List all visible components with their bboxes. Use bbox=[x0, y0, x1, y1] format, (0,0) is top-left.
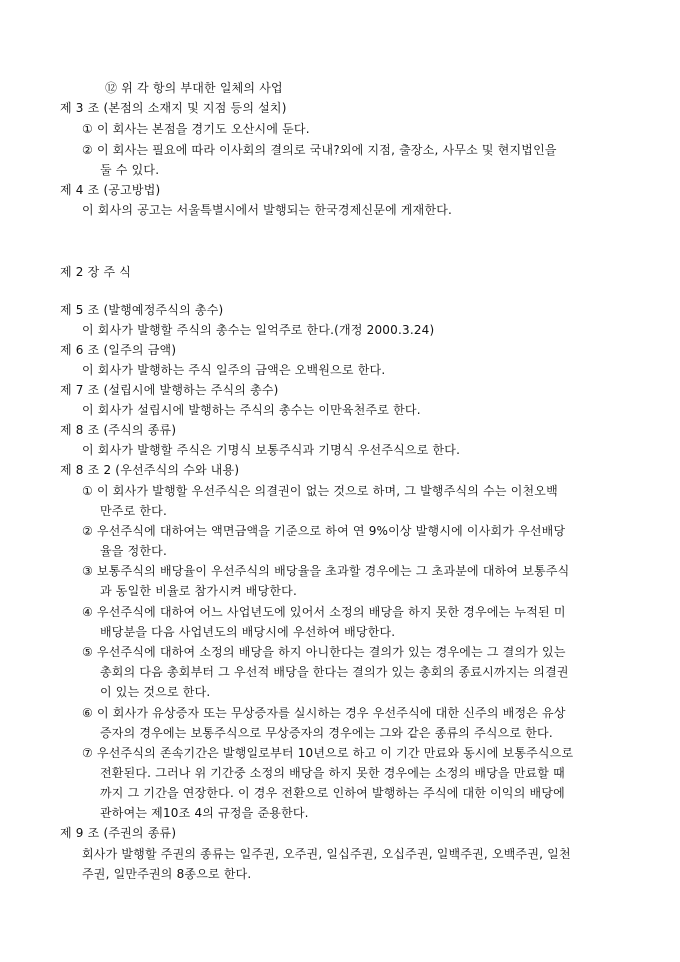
article-8-2-item-7: ⑦ 우선주식의 존속기간은 발행일로부터 10년으로 하고 이 기간 만료와 동시에 보통주식으로 bbox=[82, 746, 574, 760]
article-8-2-item-4: ④ 우선주식에 대하여 어느 사업년도에 있어서 소정의 배당을 하지 못한 경우에는 누적된 미 bbox=[82, 605, 566, 619]
article-8-2-item-2-cont: 율을 정한다. bbox=[100, 544, 167, 558]
article-8-2-item-3-cont: 과 동일한 비율로 참가시켜 배당한다. bbox=[100, 584, 297, 598]
article-6-title: 제 6 조 (일주의 금액) bbox=[60, 343, 177, 357]
article-7-body: 이 회사가 설립시에 발행하는 주식의 총수는 이만육천주로 한다. bbox=[82, 403, 421, 417]
article-6-body: 이 회사가 발행하는 주식 일주의 금액은 오백원으로 한다. bbox=[82, 363, 386, 377]
article-8-2-item-6: ⑥ 이 회사가 유상증자 또는 무상증자를 실시하는 경우 우선주식에 대한 신주의 배정은 유상 bbox=[82, 706, 566, 720]
article-8-2-item-5-cont: 총회의 다음 총회부터 그 우선적 배당을 한다는 결의가 있는 총회의 종료시까지는 의결권 bbox=[100, 665, 569, 679]
article-4-title: 제 4 조 (공고방법) bbox=[60, 183, 161, 197]
article-8-2-item-7-cont-2: 까지 그 기간을 연장한다. 이 경우 전환으로 인하여 발행하는 주식에 대한 이익의 배당에 bbox=[100, 786, 565, 800]
article-8-2-title: 제 8 조 2 (우선주식의 수와 내용) bbox=[60, 463, 240, 477]
article-8-2-item-5: ⑤ 우선주식에 대하여 소정의 배당을 하지 아니한다는 결의가 있는 경우에는 그 결의가 있는 bbox=[82, 645, 566, 659]
article-8-2-item-1-cont: 만주로 한다. bbox=[100, 504, 167, 518]
item-12: ⑫ 위 각 항의 부대한 일체의 사업 bbox=[105, 81, 283, 95]
article-3-title: 제 3 조 (본점의 소재지 및 지점 등의 설치) bbox=[60, 101, 287, 115]
article-8-2-item-6-cont: 증자의 경우에는 보통주식으로 무상증자의 경우에는 그와 같은 종류의 주식으로 한다. bbox=[100, 726, 553, 740]
article-4-body: 이 회사의 공고는 서울특별시에서 발행되는 한국경제신문에 게재한다. bbox=[82, 203, 453, 217]
article-9-title: 제 9 조 (주권의 종류) bbox=[60, 826, 177, 840]
article-8-2-item-2: ② 우선주식에 대하여는 액면금액을 기준으로 하여 연 9%이상 발행시에 이사회가 우선배당 bbox=[82, 524, 566, 538]
article-7-title: 제 7 조 (설립시에 발행하는 주식의 총수) bbox=[60, 383, 279, 397]
article-3-item-2-cont: 둘 수 있다. bbox=[100, 163, 160, 177]
article-8-2-item-3: ③ 보통주식의 배당율이 우선주식의 배당율을 초과할 경우에는 그 초과분에 대하여 보통주식 bbox=[82, 564, 570, 578]
article-8-2-item-1: ① 이 회사가 발행할 우선주식은 의결권이 없는 것으로 하며, 그 발행주식의 수는 이천오백 bbox=[82, 484, 558, 498]
article-8-2-item-7-cont-3: 관하여는 제10조 4의 규정을 준용한다. bbox=[100, 806, 309, 820]
article-3-item-1: ① 이 회사는 본점을 경기도 오산시에 둔다. bbox=[82, 122, 310, 136]
article-8-2-item-5-cont-2: 이 있는 것으로 한다. bbox=[100, 685, 211, 699]
article-9-body-cont: 주권, 일만주권의 8종으로 한다. bbox=[82, 867, 252, 881]
article-8-2-item-4-cont: 배당분을 다음 사업년도의 배당시에 우선하여 배당한다. bbox=[100, 625, 396, 639]
article-9-body: 회사가 발행할 주권의 종류는 일주권, 오주권, 일십주권, 오십주권, 일백주권, 오백주권, 일천 bbox=[82, 847, 571, 861]
article-3-item-2: ② 이 회사는 필요에 따라 이사회의 결의로 국내?외에 지점, 출장소, 사무소 및 현지법인을 bbox=[82, 143, 557, 157]
article-5-title: 제 5 조 (발행예정주식의 총수) bbox=[60, 303, 224, 317]
article-8-2-item-7-cont: 전환된다. 그러나 위 기간중 소정의 배당을 하지 못한 경우에는 소정의 배당을 만료할 때 bbox=[100, 766, 565, 780]
chapter-2-heading: 제 2 장 주 식 bbox=[60, 265, 132, 279]
article-5-body: 이 회사가 발행할 주식의 총수는 일억주로 한다.(개정 2000.3.24) bbox=[82, 323, 435, 337]
article-8-body: 이 회사가 발행할 주식은 기명식 보통주식과 기명식 우선주식으로 한다. bbox=[82, 443, 461, 457]
article-8-title: 제 8 조 (주식의 종류) bbox=[60, 423, 177, 437]
